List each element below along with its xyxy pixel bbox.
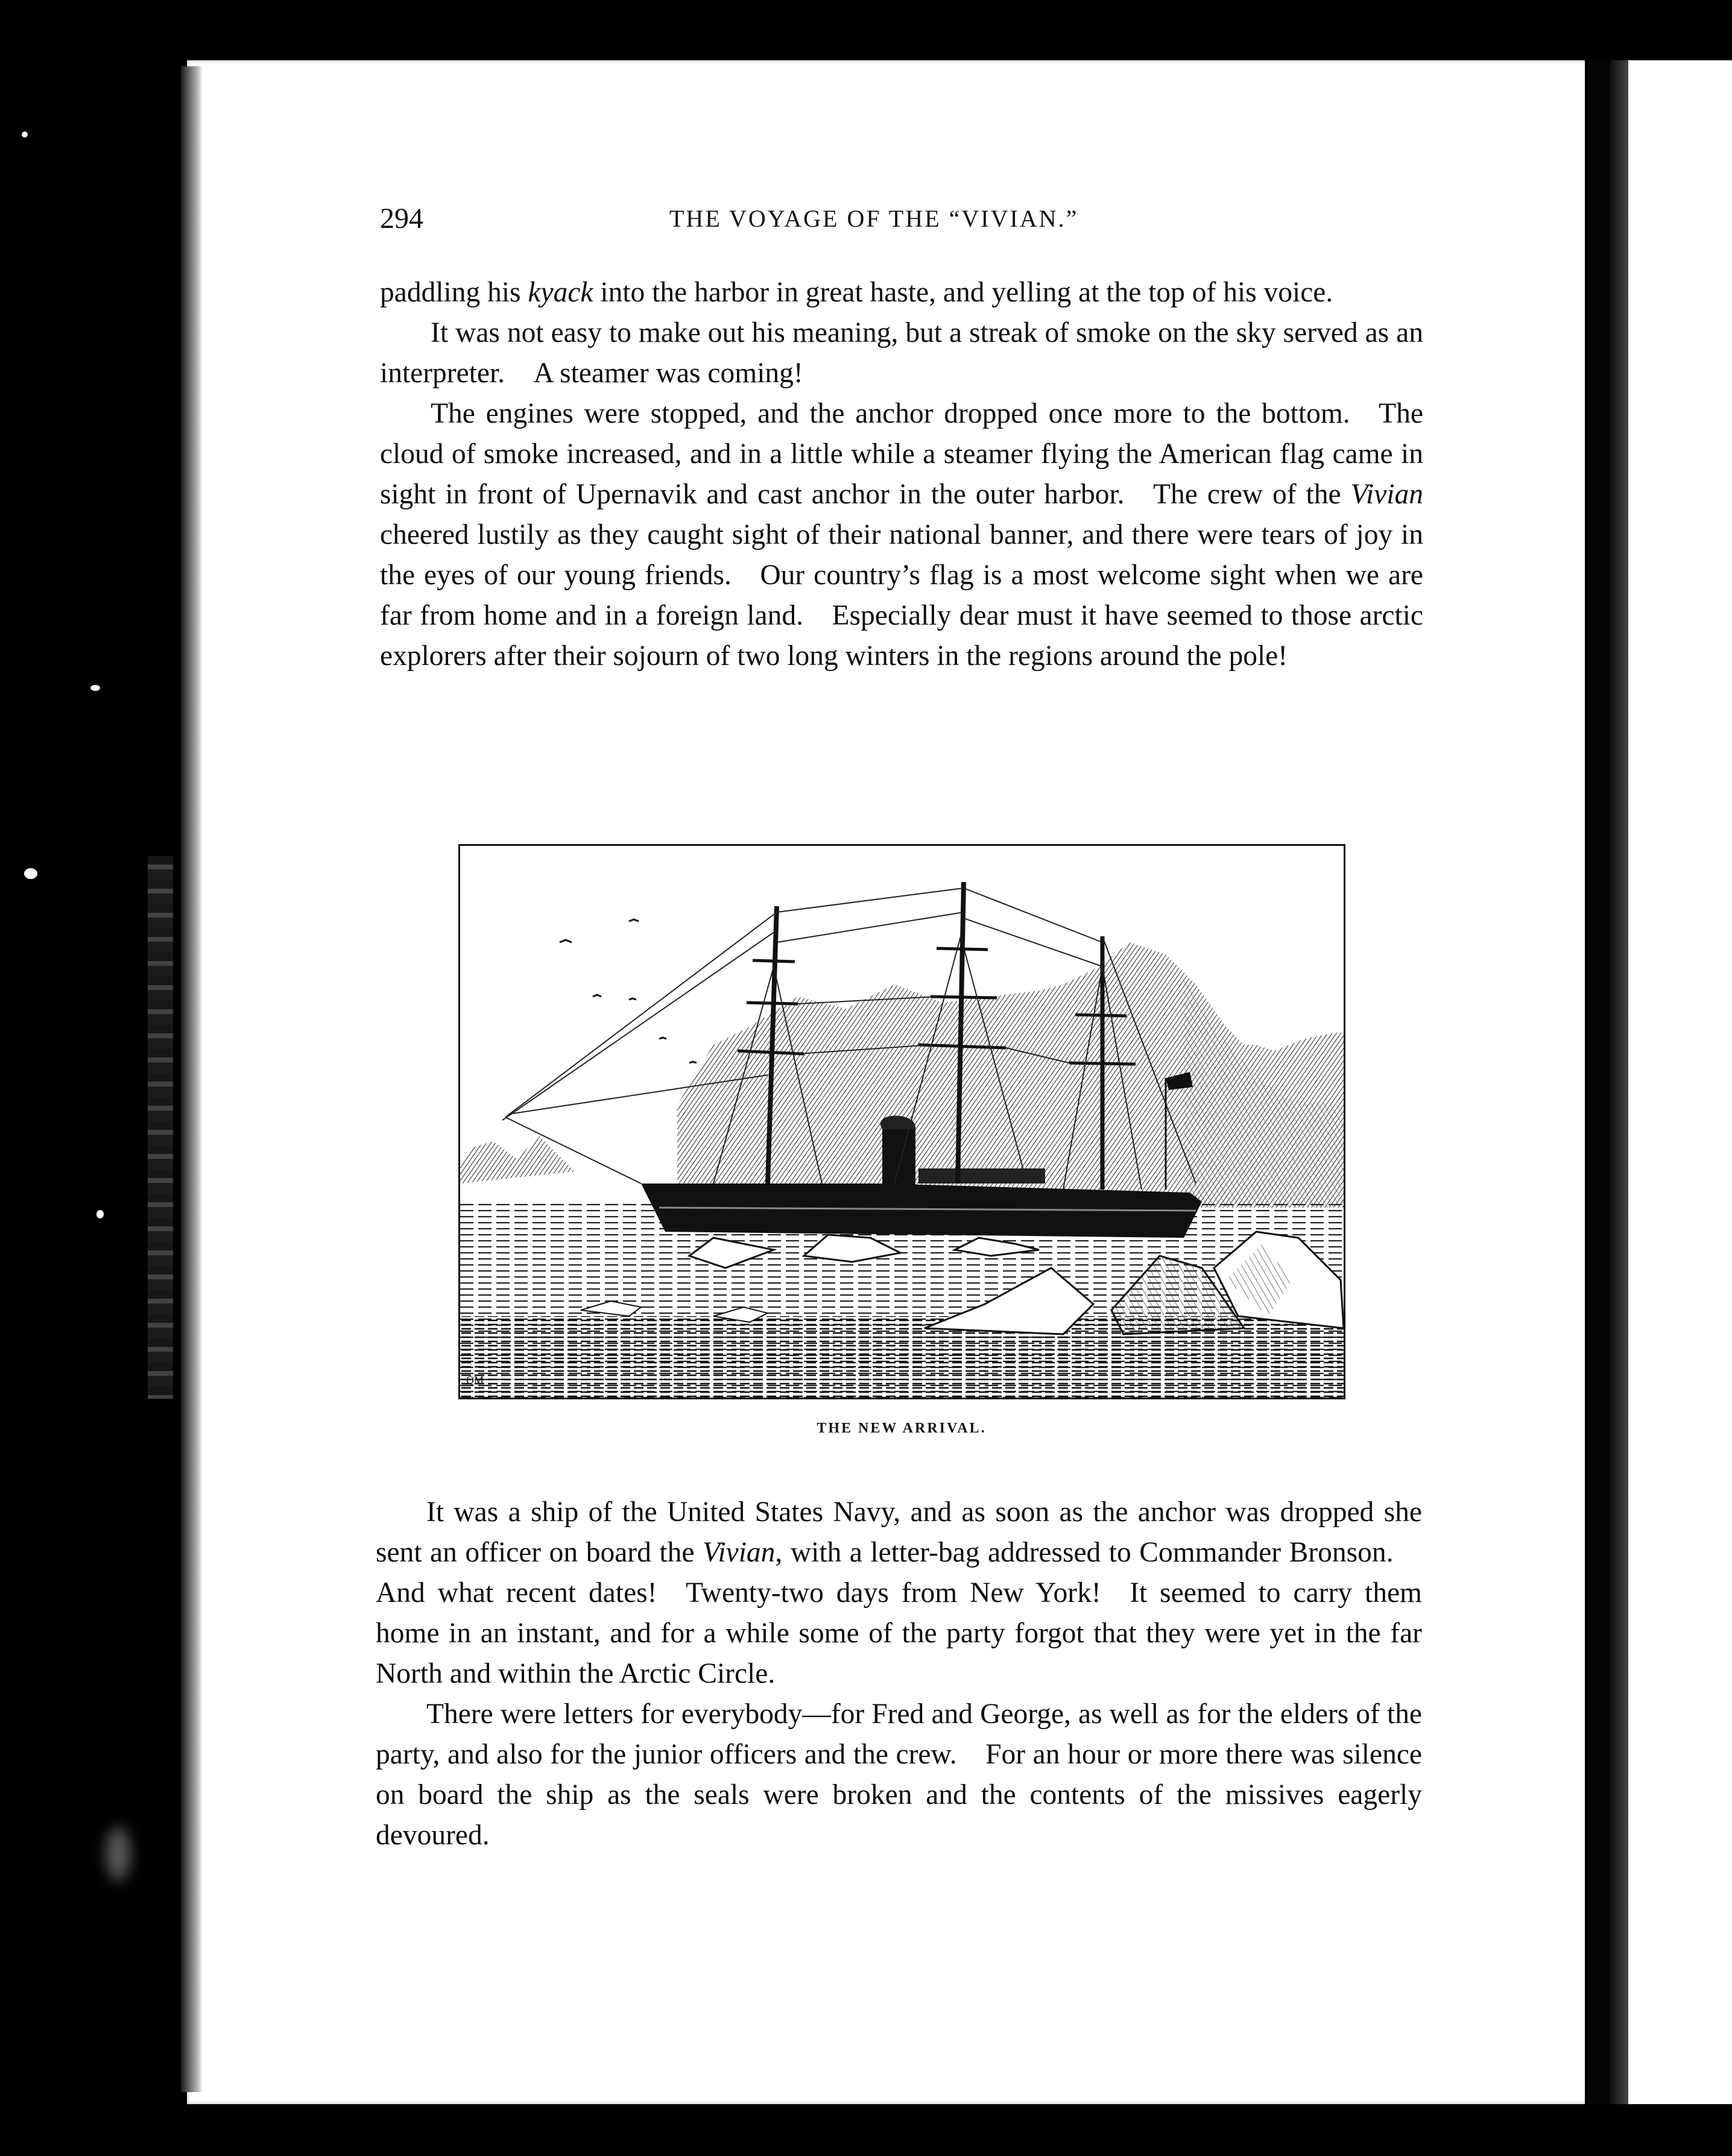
paragraph xyxy=(380,313,1423,394)
text-run: The engines were stopped, and the anchor dropped once more to the bottom. The cloud of smoke increased, and in a little while a steamer flying the American flag came in sight in front of Upernavik and cast anchor in the outer harbor. The crew of the xyxy=(380,398,1423,510)
italic-text: kyack xyxy=(528,277,593,308)
engraving-ship-among-icebergs xyxy=(460,846,1344,1398)
text-run: There were letters for everybody—for Fred and George, as well as for the elders of the party, and also for the junior officers and the crew. For an hour or more there was silence on board the ship as the seals were broken and the contents of the missives eagerly devoured. xyxy=(376,1698,1422,1851)
paragraph xyxy=(380,394,1423,676)
text-run: paddling his xyxy=(380,277,528,308)
scan-speck xyxy=(90,685,100,691)
italic-text: Vivian xyxy=(702,1537,776,1568)
page-edge-shadow xyxy=(1585,60,1610,2104)
text-run: into the harbor in great haste, and yelling at the top of his voice. xyxy=(593,277,1333,308)
text-run: It was not easy to make out his meaning, but a streak of smoke on the sky served as an interpreter. A steamer was coming! xyxy=(380,317,1423,389)
text-run: It was a ship of the United States Navy, and as soon as the anchor was dropped she sent an officer on board the xyxy=(376,1496,1422,1568)
birds xyxy=(560,919,697,1063)
page-gutter-shadow xyxy=(181,66,203,2092)
engraver-signature: QM xyxy=(466,1374,484,1386)
paragraph xyxy=(376,1492,1422,1694)
body-text-top xyxy=(380,273,1423,676)
paragraph xyxy=(376,1694,1422,1856)
figure-caption: THE NEW ARRIVAL. xyxy=(817,1420,987,1436)
running-head xyxy=(380,202,1423,238)
paragraph xyxy=(380,273,1423,313)
binding-edge xyxy=(148,856,173,1399)
scan-speck xyxy=(22,131,28,137)
text-run: cheered lustily as they caught sight of their national banner, and there were tears of joy in the eyes of our young friends. Our country’s flag is a most welcome sight when we are far from home and in a foreign land. Especially dear must it have seemed to those arctic explorers after their sojourn of two long winters in the regions around the pole! xyxy=(380,519,1423,672)
running-title: THE VOYAGE OF THE “VIVIAN.” xyxy=(669,205,1079,232)
text-run: , with a letter-bag addressed to Commander Bronson. And what recent dates! Twenty-two days from New York! It seemed to carry them home in an instant, and for a while some of the party forgot that they were yet in the far North and within the Arctic Circle. xyxy=(376,1537,1422,1689)
facing-page xyxy=(1628,60,1732,2104)
ship-illustration xyxy=(458,844,1345,1399)
facing-page-edge xyxy=(1610,60,1628,2104)
body-text-bottom xyxy=(376,1492,1422,1856)
scan-speck xyxy=(96,1210,104,1218)
page-number: 294 xyxy=(380,203,423,235)
italic-text: Vivian xyxy=(1350,479,1423,510)
scan-glare xyxy=(106,1827,130,1881)
scan-speck xyxy=(24,868,37,879)
ship-funnel xyxy=(882,1129,915,1187)
